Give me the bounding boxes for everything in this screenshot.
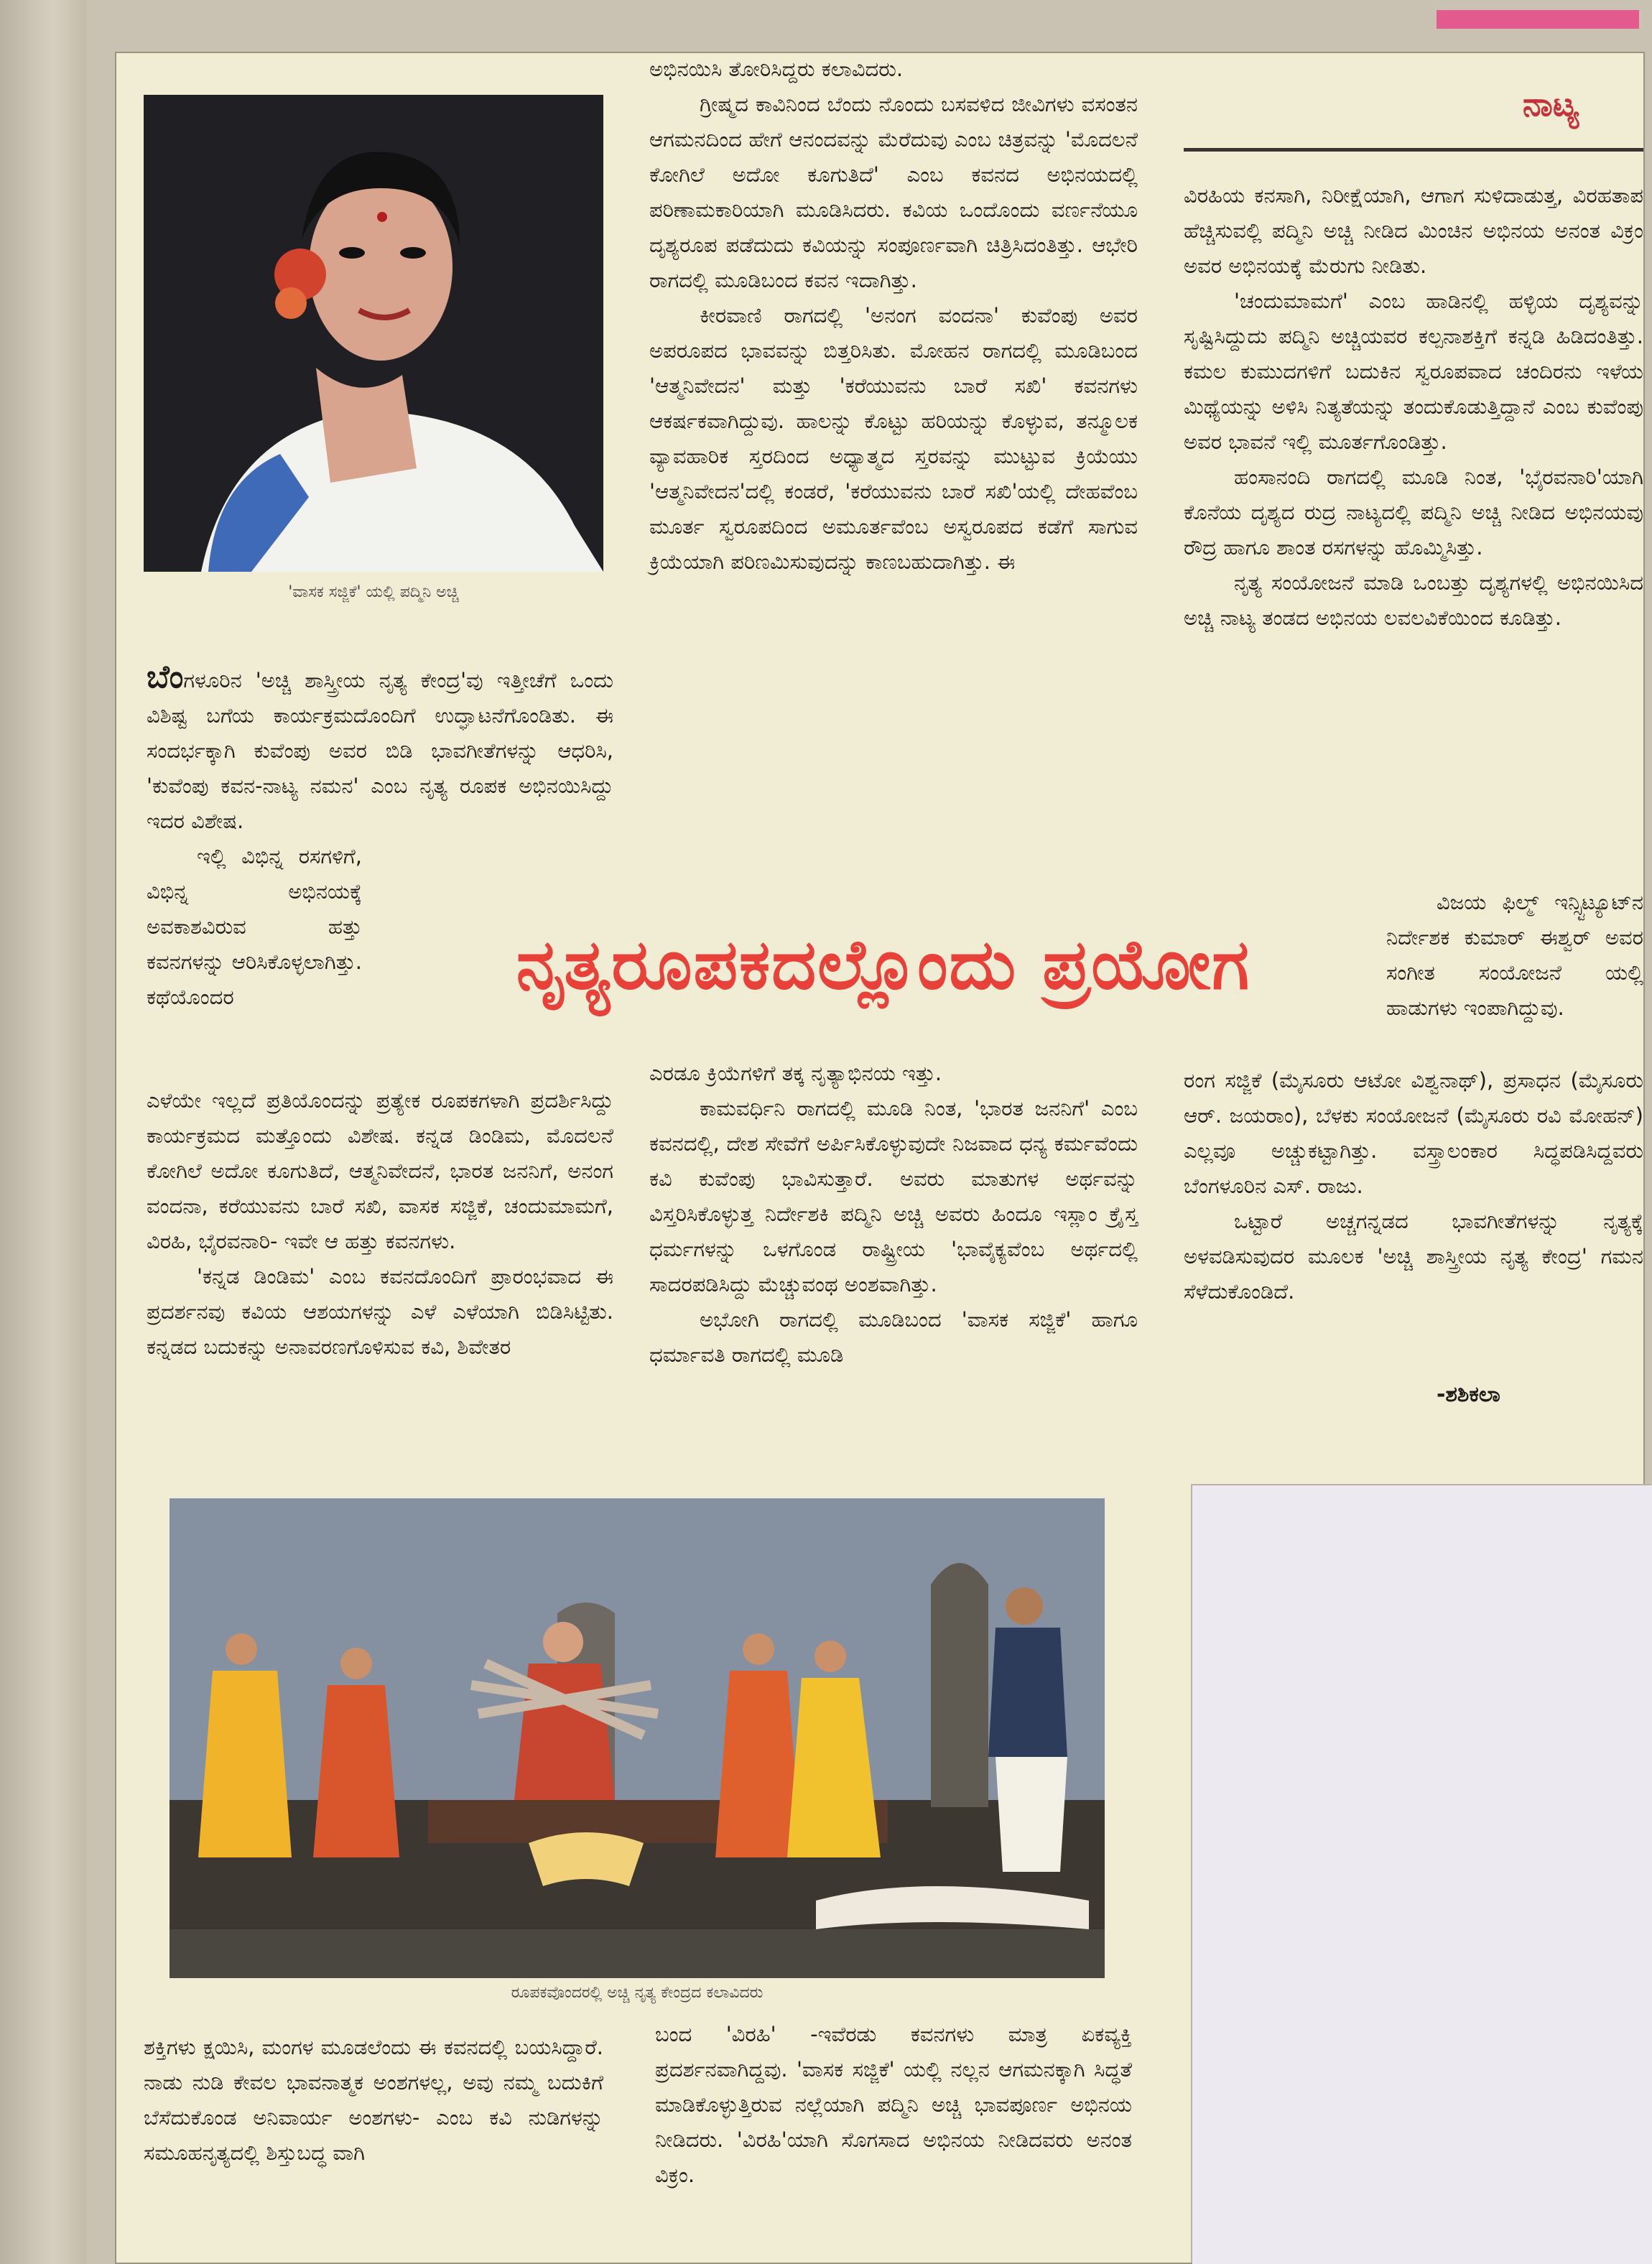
dancer-portrait-photo xyxy=(144,95,603,572)
colC-paragraph-6: ರಂಗ ಸಜ್ಜಿಕೆ (ಮೈಸೂರು ಆಟೋ ವಿಶ್ವನಾಥ್), ಪ್ರಸಾಧನ (ಮೈಸೂರು ಆರ್. ಜಯರಾಂ), ಬೆಳಕು ಸಂಯೋಜನೆ (ಮೈಸೂರು ರವಿ ಮೋಹನ್) ಎಲ್ಲವೂ ಅಚ್ಚುಕಟ್ಟಾಗಿತ್ತು. ವಸ್ತ್ರಾಲಂಕಾರ ಸಿದ್ಧಪಡಿಸಿದ್ದವರು ಬೆಂಗಳೂರಿನ ಎಸ್. ರಾಜು. xyxy=(1184,1068,1643,1198)
colC-paragraph-1: ವಿರಹಿಯ ಕನಸಾಗಿ, ನಿರೀಕ್ಷೆಯಾಗಿ, ಆಗಾಗ ಸುಳಿದಾಡುತ್ತ, ವಿರಹತಾಪ ಹೆಚ್ಚಿಸುವಲ್ಲಿ ಪದ್ಮಿನಿ ಅಚ್ಚಿ ನೀಡಿದ ಮಿಂಚಿನ ಅಭಿನಯ ಅನಂತ ವಿಕ್ರಂ ಅವರ ಅಭಿನಯಕ್ಕೆ ಮೆರುಗು ನೀಡಿತು. xyxy=(1184,183,1643,278)
colB2-paragraph-1: ಎರಡೂ ಕ್ರಿಯೆಗಳಿಗೆ ತಕ್ಕ ನೃತ್ಯಾಭಿನಯ ಇತ್ತು. xyxy=(649,1061,942,1085)
colA-paragraph-1: ಗಳೂರಿನ 'ಅಚ್ಚಿ ಶಾಸ್ತ್ರೀಯ ನೃತ್ಯ ಕೇಂದ್ರ'ವು ಇತ್ತೀಚೆಗೆ ಒಂದು ವಿಶಿಷ್ಟ ಬಗೆಯ ಕಾರ್ಯಕ್ರಮದೊಂದಿಗೆ ಉದ್ಘಾಟನೆಗೊಂಡಿತು. ಈ ಸಂದರ್ಭಕ್ಕಾಗಿ ಕುವೆಂಪು ಅವರ ಬಿಡಿ ಭಾವಗೀತೆಗಳನ್ನು ಆಧರಿಸಿ, 'ಕುವೆಂಪು ಕವನ-ನಾಟ್ಯ ನಮನ' ಎಂಬ ನೃತ್ಯ ರೂಪಕ ಅಭಿನಯಿಸಿದ್ದು ಇದರ ವಿಶೇಷ. xyxy=(147,668,613,833)
colB-paragraph-2: ಗ್ರೀಷ್ಮದ ಕಾವಿನಿಂದ ಬೆಂದು ನೊಂದು ಬಸವಳಿದ ಜೀವಿಗಳು ವಸಂತನ ಆಗಮನದಿಂದ ಹೇಗೆ ಆನಂದವನ್ನು ಮೆರೆದುವು ಎಂಬ ಚಿತ್ರವನ್ನು 'ಮೊದಲನೆ ಕೋಗಿಲೆ ಅದೋ ಕೂಗುತಿದೆ' ಎಂಬ ಕವನದ ಅಭಿನಯದಲ್ಲಿ ಪರಿಣಾಮಕಾರಿಯಾಗಿ ಮೂಡಿಸಿದರು. ಕವಿಯ ಒಂದೊಂದು ವರ್ಣನೆಯೂ ದೃಶ್ಯರೂಪ ಪಡೆದುದು ಕವಿಯನ್ನು ಸಂಪೂರ್ಣವಾಗಿ ಚಿತ್ರಿಸಿದಂತಿತ್ತು. ಆಭೇರಿ ರಾಗದಲ್ಲಿ ಮೂಡಿಬಂದ ಕವನ ಇದಾಗಿತ್ತು. xyxy=(649,92,1138,292)
bottom-column-b xyxy=(655,2017,1132,2193)
colC-paragraph-7: ಒಟ್ಟಾರೆ ಅಚ್ಚಗನ್ನಡದ ಭಾವಗೀತೆಗಳನ್ನು ನೃತ್ಯಕ್ಕೆ ಅಳವಡಿಸುವುದರ ಮೂಲಕ 'ಅಚ್ಚಿ ಶಾಸ್ತ್ರೀಯ ನೃತ್ಯ ಕೇಂದ್ರ' ಗಮನ ಸೆಳೆದುಕೊಂಡಿದೆ. xyxy=(1184,1209,1643,1304)
column-b-upper xyxy=(649,52,1138,580)
dancer-portrait-illustration xyxy=(144,95,603,572)
bottomA-paragraph-1: ಶಕ್ತಿಗಳು ಕ್ಷಯಿಸಿ, ಮಂಗಳ ಮೂಡಲೆಂದು ಈ ಕವನದಲ್ಲಿ ಬಯಸಿದ್ದಾರೆ. ನಾಡು ನುಡಿ ಕೇವಲ ಭಾವನಾತ್ಮಕ ಅಂಶಗಳಲ್ಲ, ಅವು ನಮ್ಮ ಬದುಕಿಗೆ ಬೆಸೆದುಕೊಂಡ ಅನಿವಾರ್ಯ ಅಂಶಗಳು- ಎಂಬ ಕವಿ ನುಡಿಗಳನ್ನು ಸಮೂಹನೃತ್ಯದಲ್ಲಿ ಶಿಸ್ತುಬದ್ಧ ವಾಗಿ xyxy=(144,2035,603,2165)
section-tag: ನಾಟ್ಯ xyxy=(1523,85,1579,124)
group-dance-photo xyxy=(170,1498,1105,1978)
article-headline: ನೃತ್ಯರೂಪಕದಲ್ಲೊಂದು ಪ್ರಯೋಗ xyxy=(516,924,1251,1005)
photo2-caption: ರೂಪಕವೊಂದರಲ್ಲಿ ಅಚ್ಚಿ ನೃತ್ಯ ಕೇಂದ್ರದ ಕಲಾವಿದರು xyxy=(511,1984,764,2002)
bottomB-paragraph-1: ಬಂದ 'ವಿರಹಿ' -ಇವೆರಡು ಕವನಗಳು ಮಾತ್ರ ಏಕವ್ಯಕ್ತಿ ಪ್ರದರ್ಶನವಾಗಿದ್ದವು. 'ವಾಸಕ ಸಜ್ಜಿಕೆ' ಯಲ್ಲಿ ನಲ್ಲನ ಆಗಮನಕ್ಕಾಗಿ ಸಿದ್ಧತೆ ಮಾಡಿಕೊಳ್ಳುತ್ತಿರುವ ನಲ್ಲೆಯಾಗಿ ಪದ್ಮಿನಿ ಅಚ್ಚಿ ಭಾವಪೂರ್ಣ ಅಭಿನಯ ನೀಡಿದರು. 'ವಿರಹಿ'ಯಾಗಿ ಸೊಗಸಾದ ಅಭಿನಯ ನೀಡಿದವರು ಅನಂತ ವಿಕ್ರಂ. xyxy=(655,2022,1132,2187)
colA-paragraph-3: 'ಕನ್ನಡ ಡಿಂಡಿಮ' ಎಂಬ ಕವನದೊಂದಿಗೆ ಪ್ರಾರಂಭವಾದ ಈ ಪ್ರದರ್ಶನವು ಕವಿಯ ಆಶಯಗಳನ್ನು ಎಳೆ ಎಳೆಯಾಗಿ ಬಿಡಿಸಿಟ್ಟಿತು. ಕನ್ನಡದ ಬದುಕನ್ನು ಅನಾವರಣಗೊಳಿಸುವ ಕವಿ, ಶಿವೇತರ xyxy=(147,1264,613,1359)
colC-paragraph-3: ಹಂಸಾನಂದಿ ರಾಗದಲ್ಲಿ ಮೂಡಿ ನಿಂತ, 'ಭೈರವನಾರಿ'ಯಾಗಿ ಕೊನೆಯ ದೃಶ್ಯದ ರುದ್ರ ನಾಟ್ಯದಲ್ಲಿ ಪದ್ಮಿನಿ ಅಚ್ಚಿ ನೀಡಿದ ಅಭಿನಯವು ರೌದ್ರ ಹಾಗೂ ಶಾಂತ ರಸಗಳನ್ನು ಹೊಮ್ಮಿಸಿತ್ತು. xyxy=(1184,465,1643,560)
column-c-upper xyxy=(1184,178,1643,636)
colC-paragraph-4: ನೃತ್ಯ ಸಂಯೋಜನೆ ಮಾಡಿ ಒಂಬತ್ತು ದೃಶ್ಯಗಳಲ್ಲಿ ಅಭಿನಯಿಸಿದ ಅಚ್ಚಿ ನಾಟ್ಯ ತಂಡದ ಅಭಿನಯ ಲವಲವಿಕೆಯಿಂದ ಕೂಡಿತ್ತು. xyxy=(1184,570,1643,630)
column-c-narrow xyxy=(1386,885,1643,1026)
pink-tab-marker xyxy=(1437,10,1639,29)
photo1-caption: 'ವಾಸಕ ಸಜ್ಜಿಕೆ' ಯಲ್ಲಿ ಪದ್ಮಿನಿ ಅಚ್ಚಿ xyxy=(288,583,459,601)
column-b-lower xyxy=(649,1056,1138,1373)
colB2-paragraph-2: ಕಾಮವರ್ಧಿನಿ ರಾಗದಲ್ಲಿ ಮೂಡಿ ನಿಂತ, 'ಭಾರತ ಜನನಿಗೆ' ಎಂಬ ಕವನದಲ್ಲಿ, ದೇಶ ಸೇವೆಗೆ ಅರ್ಪಿಸಿಕೊಳ್ಳುವುದೇ ನಿಜವಾದ ಧನ್ಯ ಕರ್ಮವೆಂದು ಕವಿ ಕುವೆಂಪು ಭಾವಿಸುತ್ತಾರೆ. ಅವರು ಮಾತುಗಳ ಅರ್ಥವನ್ನು ವಿಸ್ತರಿಸಿಕೊಳ್ಳುತ್ತ ನಿರ್ದೇಶಕಿ ಪದ್ಮಿನಿ ಅಚ್ಚಿ ಅವರು ಹಿಂದೂ ಇಸ್ಲಾಂ ಕ್ರೈಸ್ತ ಧರ್ಮಗಳನ್ನು ಒಳಗೊಂಡ ರಾಷ್ಟ್ರೀಯ 'ಭಾವೈಕ್ಯವೆಂಬ ಅರ್ಥದಲ್ಲಿ ಸಾದರಪಡಿಸಿದ್ದು ಮೆಚ್ಚುವಂಥ ಅಂಶವಾಗಿತ್ತು. xyxy=(649,1096,1138,1296)
colB-paragraph-3: ಕೀರವಾಣಿ ರಾಗದಲ್ಲಿ 'ಅನಂಗ ವಂದನಾ' ಕುವೆಂಪು ಅವರ ಅಪರೂಪದ ಭಾವವನ್ನು ಬಿತ್ತರಿಸಿತು. ಮೋಹನ ರಾಗದಲ್ಲಿ ಮೂಡಿಬಂದ 'ಆತ್ಮನಿವೇದನ' ಮತ್ತು 'ಕರೆಯುವನು ಬಾರೆ ಸಖಿ' ಕವನಗಳು ಆಕರ್ಷಕವಾಗಿದ್ದುವು. ಹಾಲನ್ನು ಕೊಟ್ಟು ಹರಿಯನ್ನು ಕೊಳ್ಳುವ, ತನ್ಮೂಲಕ ವ್ಯಾವಹಾರಿಕ ಸ್ತರದಿಂದ ಅಧ್ಯಾತ್ಮದ ಸ್ತರವನ್ನು ಮುಟ್ಟುವ ಕ್ರಿಯೆಯು 'ಆತ್ಮನಿವೇದನ'ದಲ್ಲಿ ಕಂಡರೆ, 'ಕರೆಯುವನು ಬಾರೆ ಸಖಿ'ಯಲ್ಲಿ ದೇಹವೆಂಬ ಮೂರ್ತ ಸ್ವರೂಪದಿಂದ ಅಮೂರ್ತವೆಂಬ ಅಸ್ವರೂಪದ ಕಡೆಗೆ ಸಾಗುವ ಕ್ರಿಯೆಯಾಗಿ ಪರಿಣಮಿಸುವುದನ್ನು ಕಾಣಬಹುದಾಗಿತ್ತು. ಈ xyxy=(649,303,1138,574)
section-rule xyxy=(1184,148,1643,152)
column-c-lower xyxy=(1184,1063,1643,1309)
colC-paragraph-2: 'ಚಂದುಮಾಮಗೆ' ಎಂಬ ಹಾಡಿನಲ್ಲಿ ಹಳ್ಳಿಯ ದೃಶ್ಯವನ್ನು ಸೃಷ್ಟಿಸಿದ್ದುದು ಪದ್ಮಿನಿ ಅಚ್ಚಿಯವರ ಕಲ್ಪನಾಶಕ್ತಿಗೆ ಕನ್ನಡಿ ಹಿಡಿದಂತಿತ್ತು. ಕಮಲ ಕುಮುದಗಳಿಗೆ ಬದುಕಿನ ಸ್ವರೂಪವಾದ ಚಂದಿರನು ಇಳೆಯ ಮಿಥ್ಯೆಯನ್ನು ಅಳಿಸಿ ನಿತ್ಯತೆಯನ್ನು ತಂದುಕೊಡುತ್ತಿದ್ದಾನೆ ಎಂಬ ಕುವೆಂಪು ಅವರ ಭಾವನೆ ಇಲ್ಲಿ ಮೂರ್ತಗೊಂಡಿತ್ತು. xyxy=(1184,289,1643,454)
group-dance-illustration xyxy=(170,1498,1105,1978)
colB2-paragraph-3: ಅಭೋಗಿ ರಾಗದಲ್ಲಿ ಮೂಡಿಬಂದ 'ವಾಸಕ ಸಜ್ಜಿಕೆ' ಹಾಗೂ ಧರ್ಮಾವತಿ ರಾಗದಲ್ಲಿ ಮೂಡಿ xyxy=(649,1307,1138,1367)
byline: -ಶಶಿಕಲಾ xyxy=(1437,1382,1500,1407)
binder-edge xyxy=(0,0,86,2264)
column-a-lower xyxy=(147,1083,613,1365)
pasted-blank-paper xyxy=(1192,1485,1652,2264)
bottom-column-a xyxy=(144,2030,603,2171)
colB-paragraph-1: ಅಭಿನಯಿಸಿ ತೋರಿಸಿದ್ದರು ಕಲಾವಿದರು. xyxy=(649,57,904,81)
colC-paragraph-5: ವಿಜಯ ಫಿಲ್ಮ್ ಇನ್ಸ್ಟಿಟ್ಯೂಟ್‌ನ ನಿರ್ದೇಶಕ ಕುಮಾರ್ ಈಶ್ವರ್ ಅವರ ಸಂಗೀತ ಸಂಯೋಜನೆ ಯಲ್ಲಿ ಹಾಡುಗಳು ಇಂಪಾಗಿದ್ದುವು. xyxy=(1386,890,1643,1020)
drop-cap: ಬೆಂ xyxy=(147,659,184,695)
colA-paragraph-2b: ಎಳೆಯೇ ಇಲ್ಲದೆ ಪ್ರತಿಯೊಂದನ್ನು ಪ್ರತ್ಯೇಕ ರೂಪಕಗಳಾಗಿ ಪ್ರದರ್ಶಿಸಿದ್ದು ಕಾರ್ಯಕ್ರಮದ ಮತ್ತೊಂದು ವಿಶೇಷ. ಕನ್ನಡ ಡಿಂಡಿಮ, ಮೊದಲನೆ ಕೋಗಿಲೆ ಅದೋ ಕೂಗುತಿದೆ, ಆತ್ಮನಿವೇದನೆ, ಭಾರತ ಜನನಿಗೆ, ಅನಂಗ ವಂದನಾ, ಕರೆಯುವನು ಬಾರೆ ಸಖಿ, ವಾಸಕ ಸಜ್ಜಿಕೆ, ಚಂದುಮಾಮಗೆ, ವಿರಹಿ, ಭೈರವನಾರಿ- ಇವೇ ಆ ಹತ್ತು ಕವನಗಳು. xyxy=(147,1088,613,1253)
colA-paragraph-2: ಇಲ್ಲಿ ವಿಭಿನ್ನ ರಸಗಳಿಗೆ, ವಿಭಿನ್ನ ಅಭಿನಯಕ್ಕೆ ಅವಕಾಶವಿರುವ ಹತ್ತು ಕವನಗಳನ್ನು ಆರಿಸಿಕೊಳ್ಳಲಾಗಿತ್ತು. ಕಥೆಯೊಂದರ xyxy=(147,844,362,1009)
